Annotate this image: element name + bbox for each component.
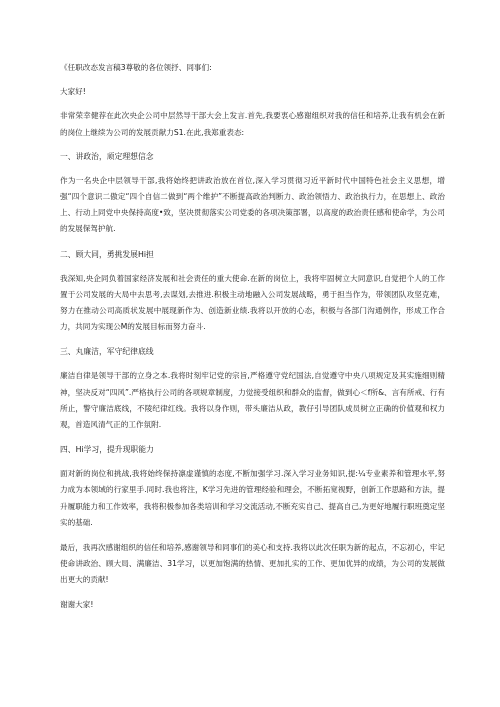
section-heading-1: 一、讲政治，顽定理想信念	[60, 151, 154, 161]
intro-paragraph: 非常荣幸健荐在此次央企公司中层然导干部大会上发言.首先,我要衷心感谢组织对我的信任和培养,让我有机会在新的岗位上继续为公司的发展贡献力S1.在此,我郑重表态:	[60, 111, 445, 137]
closing-paragraph: 最后，我再次感谢组织的信任和培养,感谢领导和同事们的美心和支持.我将以此次任职为新的起点，不忘初心，牢记使命讲政治、顾大局、满廉洁、31学习，以更加饱满的热情、更加扎实的工作、更加优异的成绩，为公司的发展做出更大的贡献!	[60, 543, 445, 585]
section-heading-3: 三、丸廉洁，军守纪律底线	[60, 347, 154, 357]
section-body-1: 作为一名央企中层领导干部,我将始终把讲政治放在首位,深入学习贯彻习近平新时代中国特色社会主义思想，增强“四个意识二傲定“四个自信二做到“两个维护”不断提高政治判断力、政治领悟力、政治执行力，在思想上、政治上、行动上同党中央保持高度•致，坚决贯彻落实公司党委的各项决策部署，以高度的政治责任感和使命学，为公司的发展保驾护航.	[60, 175, 445, 234]
document-page	[60, 60, 445, 613]
section-body-3: 廉洁自律是领导干部的立身之本.我将时刻牢记党的宗旨,严格遵守党纪国法,自觉遵守中央八项规定及其实施细则精神，坚决反对“四风”.严格执行公司的各项规章制度，力觉接受组织和群众的监督，做到心＜f所&、言有所戒、行有所止，警守廉洁底线，不陵纪律红线。我将以身作则，带头廉洁从政，教仔引导团队成员树立正确的价值观和权力观，首造风清气正的工作氛附.	[60, 371, 445, 430]
document-title-line: 《任职改态发言稿3尊敬的各位领抒、同事们:	[60, 63, 212, 72]
thanks-line: 谢谢大家!	[60, 599, 94, 609]
section-heading-4: 四、Hi学习，提升现职能力	[60, 445, 154, 455]
section-heading-2: 二、顾大同，勇挑发展Hi担	[60, 249, 154, 259]
section-body-2: 我深知,央企同负着国家经济发展和社会责任的重大使命.在新的岗位上，我将牢固树立大同意识,自觉把个人的工作置于公司发展的大局中去思考,去谋划,去推进.积极主动地融入公司发展战略，勇于担当作为，带领团队攻坚克难，努力在推动公司高质状发展中展现新作为、创造新业绩.我将以开放的心态，积极与各部门沟通例作，形成工作合力，共同为实现公M的发展目标而努力奋斗.	[60, 273, 445, 332]
greeting: 大家好!	[60, 87, 86, 97]
section-body-4: 面对新的岗位和挑战,我将始终保持凛虚谨慎的态度,不断加强学习.深入学习业务知识,提:¼专业素养和管理水平,努力成为本领域的行家里手.同时.我也将注，K学习先进的管理经验和理会，不断拓宽视野，创新工作思路和方法，提升履职能力和工作效率，我将积极参加各类培训和学习交流活动,不断充实自己、提高自己,为更好地履行职班奠定坚实的基础.	[60, 469, 445, 527]
